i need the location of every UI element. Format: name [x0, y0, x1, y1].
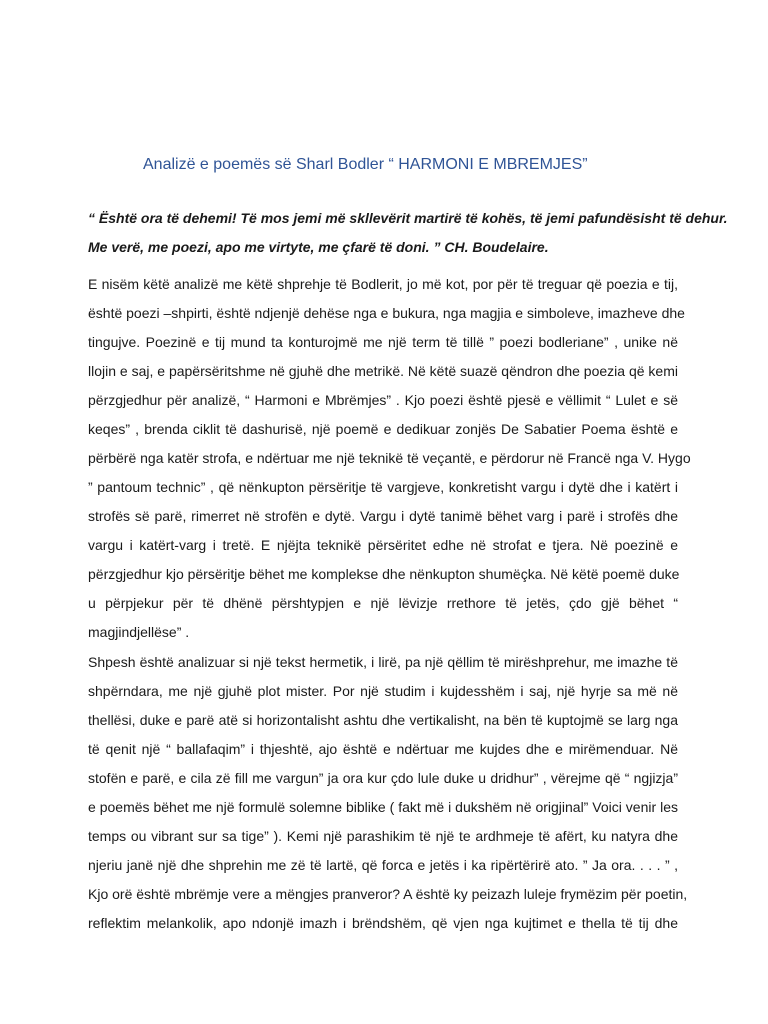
- paragraph-line: është poezi –shpirti, është ndjenjë dehëse nga e bukura, nga magjia e simboleve, imazheve dhe: [88, 305, 685, 321]
- paragraph-line: ” pantoum technic” , që nënkupton përsëritje të vargjeve, konkretisht vargu i dytë dhe i katërt i: [88, 479, 678, 495]
- paragraph-line: u përpjekur për të dhënë përshtypjen e një lëvizje rrethore të jetës, çdo gjë bëhet “: [88, 595, 678, 611]
- paragraph-2: [88, 648, 688, 938]
- paragraph-line: përbërë nga katër strofa, e ndërtuar me një teknikë të veçantë, e përdorur në Francë nga V. Hygo: [88, 450, 691, 466]
- paragraph-line: e poemës bëhet me një formulë solemne biblike ( fakt më i dukshëm në origjinal” Voici venir les: [88, 799, 678, 815]
- paragraph-line: magjindjellëse” .: [88, 624, 190, 640]
- paragraph-line: përzgjedhur kjo përsëritje bëhet me komplekse dhe nënkupton shumëçka. Në këtë poemë duke: [88, 566, 680, 582]
- paragraph-line: përzgjedhur për analizë, “ Harmoni e Mbrëmjes” . Kjo poezi është pjesë e vëllimit “ Lulet e së: [88, 392, 678, 408]
- paragraph-line: Shpesh është analizuar si një tekst hermetik, i lirë, pa një qëllim të mirëshprehur, me imazhe të: [88, 654, 678, 670]
- paragraph-line: stofën e parë, e cila zë fill me vargun” ja ora kur çdo lule duke u dridhur” , vërejme që “ ngjizja”: [88, 770, 678, 786]
- paragraph-line: vargu i katërt-varg i tretë. E njëjta teknikë përsëritet edhe në strofat e tjera. Në poezinë e: [88, 537, 678, 553]
- opening-quote: [88, 204, 728, 262]
- paragraph-line: llojin e saj, e papërsëritshme në gjuhë dhe metrikë. Në këtë suazë qëndron dhe poezia që kemi: [88, 363, 678, 379]
- quote-line: Me verë, me poezi, apo me virtyte, me çfarë të doni. ” CH. Boudelaire.: [88, 239, 549, 255]
- paragraph-line: temps ou vibrant sur sa tige” ). Kemi një parashikim të një te ardhmeje të afërt, ku natyra dhe: [88, 828, 678, 844]
- paragraph-line: njeriu janë një dhe shprehin me zë të lartë, që forca e jetës i ka ripërtërirë ato. ” Ja ora. . . . ” ,: [88, 857, 678, 873]
- paragraph-line: reflektim melankolik, apo ndonjë imazh i brëndshëm, që vjen nga kujtimet e thella të tij dhe: [88, 915, 678, 931]
- paragraph-1: [88, 270, 691, 647]
- document-title: Analizë e poemës së Sharl Bodler “ HARMONI E MBREMJES”: [143, 156, 588, 173]
- paragraph-line: E nisëm këtë analizë me këtë shprehje të Bodlerit, jo më kot, por për të treguar që poezia e tij,: [88, 276, 678, 292]
- quote-line: “ Është ora të dehemi! Të mos jemi më skllevërit martirë të kohës, të jemi pafundësisht të dehur.: [88, 210, 728, 226]
- paragraph-line: të qenit një “ ballafaqim” i thjeshtë, ajo është e ndërtuar me kujdes dhe e mirëmenduar. Në: [88, 741, 678, 757]
- paragraph-line: keqes” , brenda ciklit të dashurisë, një poemë e dedikuar zonjës De Sabatier Poema është e: [88, 421, 678, 437]
- paragraph-line: thellësi, duke e parë atë si horizontalisht ashtu dhe vertikalisht, na bën të kuptojmë se larg nga: [88, 712, 678, 728]
- paragraph-line: Kjo orë është mbrëmje vere a mëngjes pranveror? A është ky peizazh luleje frymëzim për poetin,: [88, 886, 688, 902]
- paragraph-line: shpërndara, me një gjuhë plot mister. Por një studim i kujdesshëm i saj, një hyrje sa më në: [88, 683, 678, 699]
- paragraph-line: strofës së parë, rimerret në strofën e dytë. Vargu i dytë tanimë bëhet varg i parë i strofës dhe: [88, 508, 678, 524]
- paragraph-line: tingujve. Poezinë e tij mund ta konturojmë me një term të tillë ” poezi bodleriane” , unike në: [88, 334, 678, 350]
